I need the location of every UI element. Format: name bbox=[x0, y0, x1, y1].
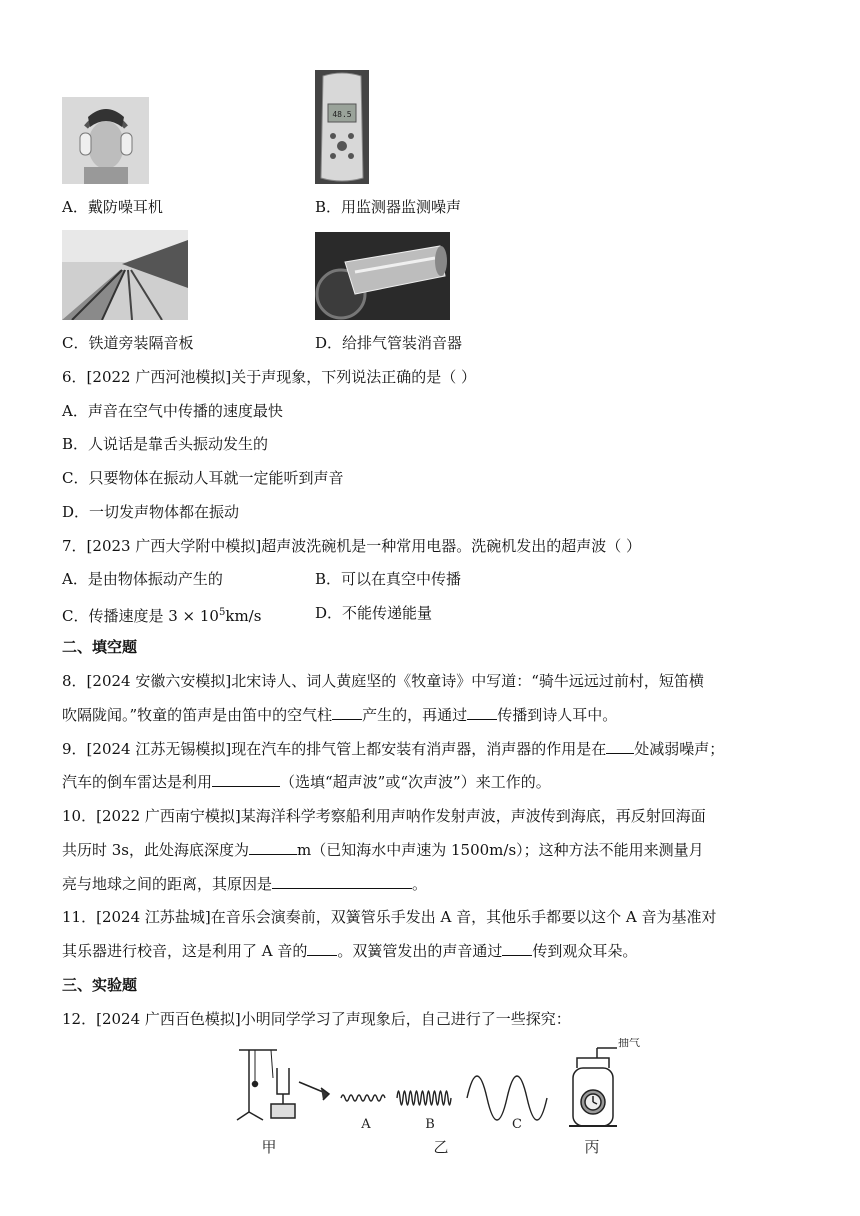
q12-figure bbox=[225, 1038, 645, 1158]
q11-text-a: 其乐器进行校音，这是利用了 A 音的 bbox=[62, 942, 308, 960]
q10-text-c: 亮与地球之间的距离，其原因是 bbox=[62, 875, 273, 893]
figure-label-bing: 丙 bbox=[584, 1138, 600, 1156]
noise-meter-photo bbox=[315, 70, 369, 184]
q11-text-c: 传到观众耳朵。 bbox=[532, 942, 638, 960]
rubber-hammer bbox=[299, 1082, 329, 1100]
q8-text-b: 产生的，再通过 bbox=[362, 706, 468, 724]
q7-option-c-unit: km/s bbox=[225, 607, 262, 625]
q9-text-d: （选填“超声波”或“次声波”）来工作的。 bbox=[280, 773, 551, 791]
q10-line3 bbox=[62, 874, 427, 894]
q10-text-a: 共历时 3s，此处海底深度为 bbox=[62, 841, 250, 859]
q11-line1: 11．[2024 江苏盐城]在音乐会演奏前，双簧管乐手发出 A 音，其他乐手都要以这个 A 音为基准对 bbox=[62, 908, 717, 926]
option-q5-c: C．铁道旁装隔音板 bbox=[62, 334, 194, 352]
meter-reading: 48.5 bbox=[332, 110, 352, 119]
q8-line2 bbox=[62, 705, 617, 725]
q9-blank-1[interactable] bbox=[606, 739, 634, 754]
q11-text-b: 。双簧管发出的声音通过 bbox=[337, 942, 503, 960]
q10-line1: 10．[2022 广西南宁模拟]某海洋科学考察船利用声呐作发射声波，声波传到海底，再反射回海面 bbox=[62, 807, 706, 825]
q12-stem: 12．[2024 广西百色模拟]小明同学学习了声现象后，自己进行了一些探究： bbox=[62, 1010, 571, 1028]
q6-option-a: A．声音在空气中传播的速度最快 bbox=[62, 402, 283, 420]
q7-stem: 7．[2023 广西大学附中模拟]超声波洗碗机是一种常用电器。洗碗机发出的超声波（ ） bbox=[62, 537, 641, 555]
figure-label-jia: 甲 bbox=[261, 1138, 277, 1156]
section-fill-in-title: 二、填空题 bbox=[62, 638, 138, 656]
q7-option-d: D．不能传递能量 bbox=[315, 604, 433, 622]
q7-option-c bbox=[62, 603, 261, 626]
q7-option-c-pre: C．传播速度是 3 × 10 bbox=[62, 607, 219, 625]
headphones-photo bbox=[62, 97, 149, 184]
waveform-a bbox=[341, 1095, 385, 1101]
bell-jar-with-clock bbox=[569, 1048, 617, 1126]
q6-option-d: D．一切发声物体都在振动 bbox=[62, 503, 240, 521]
q11-blank-1[interactable] bbox=[307, 941, 337, 956]
q7-option-c-exponent: 5 bbox=[218, 607, 226, 618]
waveform-c bbox=[467, 1076, 547, 1120]
q10-line2 bbox=[62, 840, 704, 860]
railway-barrier-photo bbox=[62, 230, 188, 320]
tuning-fork bbox=[271, 1068, 295, 1118]
q8-blank-2[interactable] bbox=[467, 705, 497, 720]
q6-stem: 6．[2022 广西河池模拟]关于声现象，下列说法正确的是（ ） bbox=[62, 368, 476, 386]
q9-line1 bbox=[62, 739, 724, 759]
q9-text-a: 9．[2024 江苏无锡模拟]现在汽车的排气管上都安装有消声器，消声器的作用是在 bbox=[62, 740, 607, 758]
figure-label-yi: 乙 bbox=[433, 1138, 449, 1156]
q11-blank-2[interactable] bbox=[502, 941, 532, 956]
q6-option-c: C．只要物体在振动人耳就一定能听到声音 bbox=[62, 469, 344, 487]
q9-blank-2[interactable] bbox=[212, 772, 280, 787]
q7-option-a: A．是由物体振动产生的 bbox=[62, 570, 223, 588]
q10-text-d: 。 bbox=[412, 875, 428, 893]
wave-label-a: A bbox=[361, 1117, 371, 1132]
q10-blank-1[interactable] bbox=[249, 840, 297, 855]
pump-label: 抽气 bbox=[618, 1038, 640, 1049]
q8-line1: 8．[2024 安徽六安模拟]北宋诗人、词人黄庭坚的《牧童诗》中写道：“骑牛远远过前村，短笛横 bbox=[62, 672, 704, 690]
q8-text-a: 吹隔陇闻。”牧童的笛声是由笛中的空气柱 bbox=[62, 706, 333, 724]
q7-option-b: B．可以在真空中传播 bbox=[315, 570, 462, 588]
q10-text-b: m（已知海水中声速为 1500m/s）；这种方法不能用来测量月 bbox=[297, 841, 704, 859]
waveform-b bbox=[397, 1091, 451, 1105]
option-q5-d: D．给排气管装消音器 bbox=[315, 334, 463, 352]
q8-text-c: 传播到诗人耳中。 bbox=[497, 706, 618, 724]
q8-blank-1[interactable] bbox=[332, 705, 362, 720]
q11-line2 bbox=[62, 941, 637, 961]
q9-line2 bbox=[62, 772, 551, 792]
option-q5-a: A．戴防噪耳机 bbox=[62, 198, 163, 216]
q9-text-b: 处减弱噪声； bbox=[634, 740, 725, 758]
wave-label-c: C bbox=[512, 1117, 522, 1132]
option-q5-b: B．用监测器监测噪声 bbox=[315, 198, 462, 216]
q10-blank-2[interactable] bbox=[272, 874, 412, 889]
wave-label-b: B bbox=[425, 1117, 435, 1132]
q9-text-c: 汽车的倒车雷达是利用 bbox=[62, 773, 213, 791]
q6-option-b: B．人说话是靠舌头振动发生的 bbox=[62, 435, 269, 453]
section-experiment-title: 三、实验题 bbox=[62, 976, 138, 994]
muffler-photo bbox=[315, 232, 450, 320]
